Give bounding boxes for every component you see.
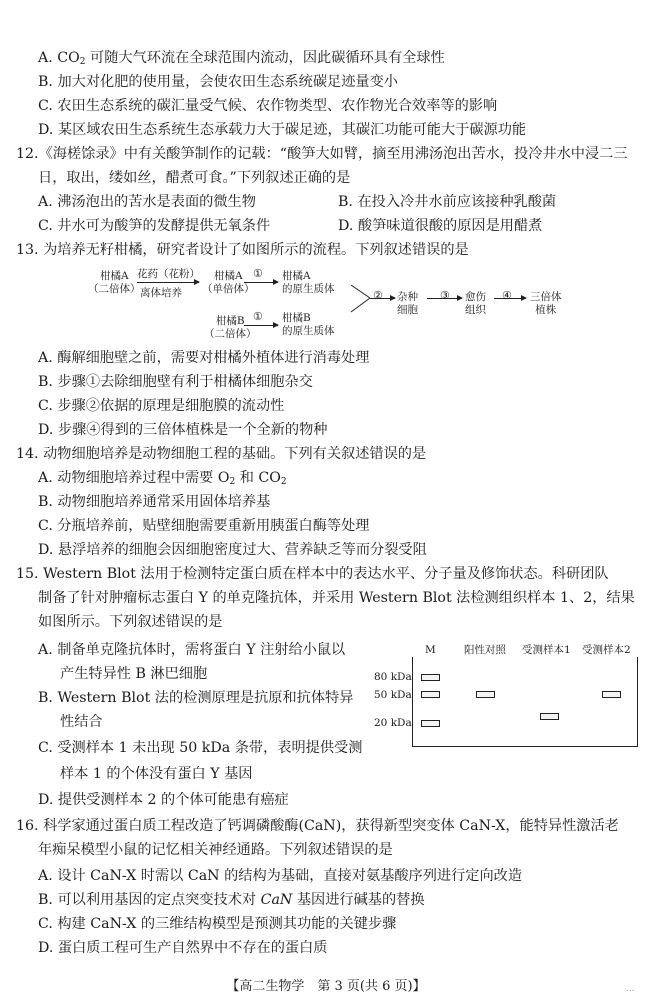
q16-stem-line1: 16. 科学家通过蛋白质工程改造了钙调磷酸酶(CaN)，获得新型突变体 CaN-X，能特异性激活老 [16,818,619,834]
corner-mark: ... [626,984,635,994]
flow-citrus-a-protoplast: 柑橘A 的原生质体 [282,270,335,295]
q11-option-a: A. $CO_2$ 可随大气环流在全球范围内流动，因此碳循环具有全球性 [38,50,445,67]
blot-band-marker-80 [421,674,440,681]
q16-option-a: A. 设计 CaN-X 时需以 CaN 的结构为基础，直接对氨基酸序列进行定向改造 [38,868,523,884]
flow-merge-bracket [350,284,372,324]
blot-membrane [412,657,638,747]
q16-option-d: D. 蛋白质工程可生产自然界中不存在的蛋白质 [38,940,328,956]
q14-option-b: B. 动物细胞培养通常采用固体培养基 [38,494,271,510]
flow-culture-label: 离体培养 [140,287,182,299]
flow-step-3: ③ [440,289,450,302]
q11-option-d: D. 某区域农田生态系统生态承载力大于碳足迹，其碳汇功能可能大于碳源功能 [38,122,527,138]
flow-citrus-b-protoplast: 柑橘B 的原生质体 [282,312,335,337]
blot-lane-label: M [425,644,436,656]
q15-option-c-line1: C. 受测样本 1 未出现 50 kDa 条带，表明提供受测 [38,740,363,756]
q14-option-d: D. 悬浮培养的细胞会因细胞密度过大、营养缺乏等而分裂受阻 [38,542,427,558]
blot-band-marker-50 [421,691,440,698]
flow-anther-label: 花药（花粉） [137,268,200,280]
flow-arrow-2 [370,298,395,299]
blot-marker-label: 80 kDa [374,671,412,683]
flow-step-2: ② [373,289,383,302]
q14-option-c: C. 分瓶培养前，贴壁细胞需要重新用胰蛋白酶等处理 [38,518,370,534]
blot-band-sample2-50 [602,691,621,698]
flow-arrow-3 [427,298,462,299]
flow-hybrid-cell: 杂种 细胞 [397,291,418,316]
flow-citrus-a-haploid: 柑橘A （单倍体） [202,270,255,295]
q12-option-a: A. 沸汤泡出的苦水是表面的微生物 [38,194,256,210]
flow-callus: 愈伤 组织 [465,291,486,316]
q14-option-a: A. 动物细胞培养过程中需要 $O_2$ 和 $CO_2$ [38,470,287,487]
flow-arrow-1-top [244,282,278,283]
q13-stem: 13. 为培养无籽柑橘，研究者设计了如图所示的流程。下列叙述错误的是 [16,242,469,258]
flow-arrow-4 [494,298,526,299]
q15-option-a-line2: 产生特异性 B 淋巴细胞 [60,666,208,682]
q15-stem-line3: 如图所示。下列叙述错误的是 [38,614,223,630]
q15-option-d: D. 提供受测样本 2 的个体可能患有癌症 [38,792,289,808]
q12-option-b: B. 在投入冷井水前应该接种乳酸菌 [338,194,557,210]
flow-citrus-a: 柑橘A （二倍体） [88,270,141,295]
blot-band-sample1 [540,713,559,720]
blot-lane-label: 受测样本2 [582,644,631,656]
blot-band-marker-20 [421,720,440,727]
q16-stem-line2: 年痴呆模型小鼠的记忆相关神经通路。下列叙述错误的是 [38,842,393,858]
q13-option-c: C. 步骤②依据的原理是细胞膜的流动性 [38,398,285,414]
q15-option-b-line2: 性结合 [60,714,103,730]
q12-stem-line2: 日，取出，缕如丝，醋煮可食。”下列叙述正确的是 [38,170,351,186]
q14-stem: 14. 动物细胞培养是动物细胞工程的基础。下列有关叙述错误的是 [16,446,427,462]
q15-option-a-line1: A. 制备单克隆抗体时，需将蛋白 Y 注射给小鼠以 [38,642,346,658]
q15-stem-line1: 15. Western Blot 法用于检测特定蛋白质在样本中的表达水平、分子量及修饰状态。科研团队 [16,566,609,582]
q15-option-c-line2: 样本 1 的个体没有蛋白 Y 基因 [60,766,253,782]
q12-stem-line1: 12.《海槎馀录》中有关酸笋制作的记载：“酸笋大如臂，摘至用沸汤泡出苦水，投冷井水中浸二三 [16,146,628,162]
flow-step-1-top: ① [253,267,263,280]
q11-option-c: C. 农田生态系统的碳汇量受气候、农作物类型、农作物光合效率等的影响 [38,98,498,114]
blot-lane-label: 受测样本1 [522,644,571,656]
q15-option-b-line1: B. Western Blot 法的检测原理是抗原和抗体特异 [38,690,354,706]
q16-option-c: C. 构建 CaN-X 的三维结构模型是预测其功能的关键步骤 [38,916,397,932]
flow-arrow-anther [137,282,199,283]
blot-band-positive-50 [476,691,495,698]
q15-stem-line2: 制备了针对肿瘤标志蛋白 Y 的单克隆抗体，并采用 Western Blot 法检测组织样本 1、2，结果 [38,590,635,606]
q13-option-b: B. 步骤①去除细胞壁有利于柑橘体细胞杂交 [38,374,313,390]
q13-option-d: D. 步骤④得到的三倍体植株是一个全新的物种 [38,422,328,438]
flow-arrow-1-bottom [244,325,278,326]
flow-step-1-bottom: ① [253,310,263,323]
q11-option-b: B. 加大对化肥的使用量，会使农田生态系统碳足迹量变小 [38,74,398,90]
blot-marker-label: 50 kDa [374,689,412,701]
q12-option-c: C. 井水可为酸笋的发酵提供无氧条件 [38,218,271,234]
page-footer: 【高二生物学 第 3 页(共 6 页)】 [226,979,426,994]
q12-option-d: D. 酸笋味道很酸的原因是用醋煮 [338,218,543,234]
blot-lane-label: 阳性对照 [464,644,506,656]
q16-option-b: B. 可以利用基因的定点突变技术对 CaN 基因进行碱基的替换 [38,892,425,908]
flow-citrus-b: 柑橘B （二倍体） [204,315,257,340]
q13-option-a: A. 酶解细胞壁之前，需要对柑橘外植体进行消毒处理 [38,350,370,366]
flow-step-4: ④ [502,289,512,302]
flow-triploid-plant: 三倍体 植株 [530,291,562,316]
blot-marker-label: 20 kDa [374,717,412,729]
